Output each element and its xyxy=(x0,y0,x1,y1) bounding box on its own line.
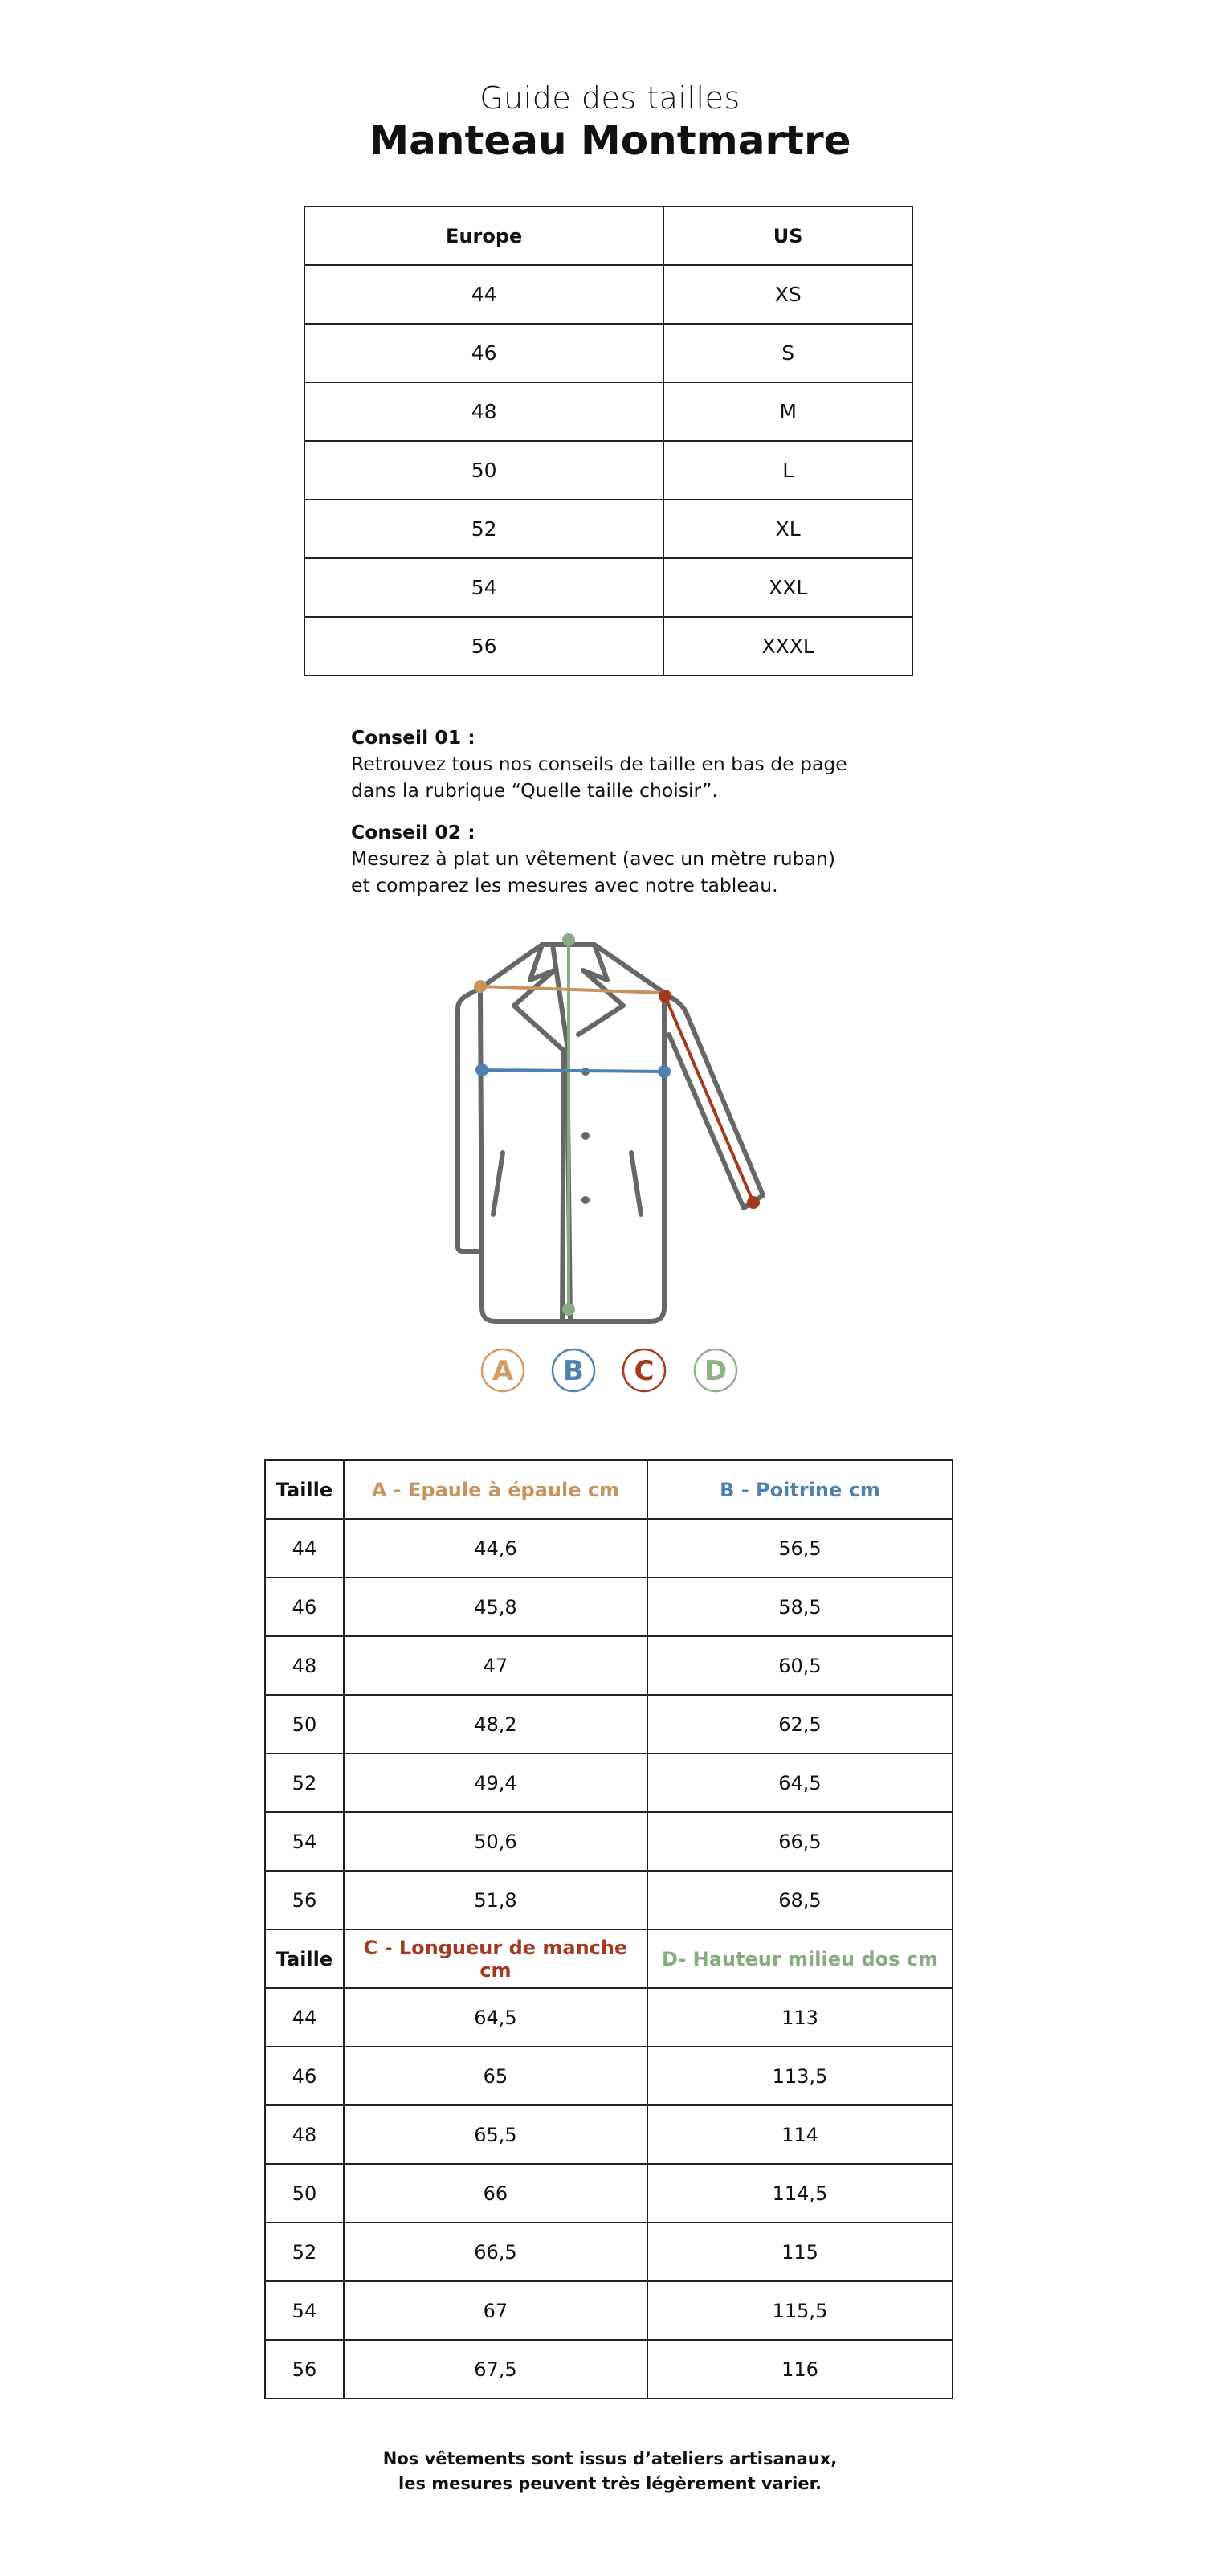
legend-b-letter: B xyxy=(563,1355,584,1387)
taille-cell: 52 xyxy=(265,1753,344,1812)
table-row xyxy=(265,2281,953,2340)
shoulder-cell: 50,6 xyxy=(344,1812,647,1871)
table-row xyxy=(265,1578,953,1636)
shoulder-cell: 51,8 xyxy=(344,1871,647,1929)
chest-cell: 56,5 xyxy=(647,1519,953,1578)
taille-cell: 54 xyxy=(265,1812,344,1871)
chest-cell: 62,5 xyxy=(647,1695,953,1753)
sleeve-cell: 66,5 xyxy=(344,2223,647,2281)
europe-size-cell: 50 xyxy=(304,441,663,500)
chest-cell: 58,5 xyxy=(647,1578,953,1636)
size-conversion-table xyxy=(304,206,913,676)
sleeve-cell: 65,5 xyxy=(344,2105,647,2164)
shoulder-cell: 45,8 xyxy=(344,1578,647,1636)
tip-01 xyxy=(351,725,913,804)
tip-label: Conseil 01 : xyxy=(351,726,475,749)
chest-cell: 64,5 xyxy=(647,1753,953,1812)
table-row xyxy=(265,2164,953,2223)
us-size-cell: XS xyxy=(663,265,912,324)
footer-line: les mesures peuvent très légèrement varier. xyxy=(398,2474,822,2493)
taille-cell: 46 xyxy=(265,2047,344,2105)
back-height-cell: 113 xyxy=(647,1988,953,2047)
taille-cell: 52 xyxy=(265,2223,344,2281)
tip-text-line: et comparez les mesures avec notre tableau. xyxy=(351,874,778,896)
column-header-taille: Taille xyxy=(265,1460,344,1519)
europe-size-cell: 54 xyxy=(304,558,663,617)
table-header-row xyxy=(265,1929,953,1988)
us-size-cell: L xyxy=(663,441,912,500)
tip-label: Conseil 02 : xyxy=(351,821,475,843)
taille-cell: 50 xyxy=(265,2164,344,2223)
measure-line-b xyxy=(475,1063,671,1078)
coat-left-pocket xyxy=(493,1153,503,1215)
column-header-b-chest: B - Poitrine cm xyxy=(647,1460,953,1519)
us-size-cell: S xyxy=(663,324,912,382)
taille-cell: 54 xyxy=(265,2281,344,2340)
back-height-cell: 114,5 xyxy=(647,2164,953,2223)
table-row xyxy=(304,617,912,676)
table-row xyxy=(304,265,912,324)
table-row xyxy=(265,1753,953,1812)
chest-cell: 66,5 xyxy=(647,1812,953,1871)
table-header-row xyxy=(304,206,912,265)
table-row xyxy=(304,500,912,558)
europe-size-cell: 44 xyxy=(304,265,663,324)
us-size-cell: XXL xyxy=(663,558,912,617)
coat-outline xyxy=(458,945,763,1321)
coat-measurement-diagram xyxy=(426,932,795,1414)
tip-text-line: Retrouvez tous nos conseils de taille en bas de page xyxy=(351,753,847,775)
table-row xyxy=(304,441,912,500)
table-row xyxy=(265,1695,953,1753)
table-row xyxy=(265,2105,953,2164)
measure-line-c xyxy=(659,990,760,1209)
coat-buttons xyxy=(581,1068,590,1204)
taille-cell: 48 xyxy=(265,1636,344,1695)
page-subtitle: Guide des tailles xyxy=(479,80,741,116)
table-row xyxy=(265,1988,953,2047)
sleeve-cell: 67,5 xyxy=(344,2340,647,2398)
column-header-a-shoulder: A - Epaule à épaule cm xyxy=(344,1460,647,1519)
table-row xyxy=(304,324,912,382)
taille-cell: 56 xyxy=(265,2340,344,2398)
coat-left-sleeve xyxy=(458,988,480,1251)
taille-cell: 46 xyxy=(265,1578,344,1636)
table-row xyxy=(304,558,912,617)
shoulder-cell: 49,4 xyxy=(344,1753,647,1812)
table-row xyxy=(265,2223,953,2281)
column-header-us: US xyxy=(663,206,912,265)
shoulder-cell: 44,6 xyxy=(344,1519,647,1578)
chest-cell: 60,5 xyxy=(647,1636,953,1695)
footer-line: Nos vêtements sont issus d’ateliers artisanaux, xyxy=(382,2449,838,2468)
sleeve-cell: 67 xyxy=(344,2281,647,2340)
sleeve-cell: 66 xyxy=(344,2164,647,2223)
column-header-c-sleeve: C - Longueur de manche cm xyxy=(344,1929,647,1988)
back-height-cell: 115,5 xyxy=(647,2281,953,2340)
chest-cell: 68,5 xyxy=(647,1871,953,1929)
table-header-row xyxy=(265,1460,953,1519)
taille-cell: 56 xyxy=(265,1871,344,1929)
taille-cell: 44 xyxy=(265,1519,344,1578)
legend-d-letter: D xyxy=(704,1355,728,1387)
taille-cell: 48 xyxy=(265,2105,344,2164)
table-row xyxy=(265,2340,953,2398)
table-row xyxy=(265,1636,953,1695)
table-row xyxy=(265,1519,953,1578)
coat-right-pocket xyxy=(631,1153,641,1215)
column-header-d-back-height: D- Hauteur milieu dos cm xyxy=(647,1929,953,1988)
shoulder-cell: 47 xyxy=(344,1636,647,1695)
us-size-cell: XXXL xyxy=(663,617,912,676)
legend-c-letter: C xyxy=(634,1355,655,1387)
button-dot xyxy=(581,1132,590,1140)
back-height-cell: 115 xyxy=(647,2223,953,2281)
page-title: Manteau Montmartre xyxy=(369,117,851,164)
table-row xyxy=(265,1812,953,1871)
tip-text-line: Mesurez à plat un vêtement (avec un mètre ruban) xyxy=(351,847,836,870)
coat-body xyxy=(480,945,664,1321)
us-size-cell: XL xyxy=(663,500,912,558)
footer-note xyxy=(0,2447,1220,2496)
us-size-cell: M xyxy=(663,382,912,441)
column-header-europe: Europe xyxy=(304,206,663,265)
sleeve-cell: 65 xyxy=(344,2047,647,2105)
back-height-cell: 114 xyxy=(647,2105,953,2164)
measurement-legend xyxy=(482,1349,736,1391)
europe-size-cell: 46 xyxy=(304,324,663,382)
table-row xyxy=(304,382,912,441)
taille-cell: 50 xyxy=(265,1695,344,1753)
back-height-cell: 116 xyxy=(647,2340,953,2398)
taille-cell: 44 xyxy=(265,1988,344,2047)
sleeve-cell: 64,5 xyxy=(344,1988,647,2047)
tip-text-line: dans la rubrique “Quelle taille choisir”. xyxy=(351,779,718,802)
tip-02 xyxy=(351,819,913,899)
column-header-taille: Taille xyxy=(265,1929,344,1988)
measurements-table xyxy=(264,1459,953,2399)
button-dot xyxy=(581,1196,590,1204)
back-height-cell: 113,5 xyxy=(647,2047,953,2105)
legend-a-letter: A xyxy=(492,1355,514,1387)
europe-size-cell: 52 xyxy=(304,500,663,558)
table-row xyxy=(265,2047,953,2105)
europe-size-cell: 48 xyxy=(304,382,663,441)
table-row xyxy=(265,1871,953,1929)
shoulder-cell: 48,2 xyxy=(344,1695,647,1753)
coat-left-lapel xyxy=(514,945,564,1321)
europe-size-cell: 56 xyxy=(304,617,663,676)
